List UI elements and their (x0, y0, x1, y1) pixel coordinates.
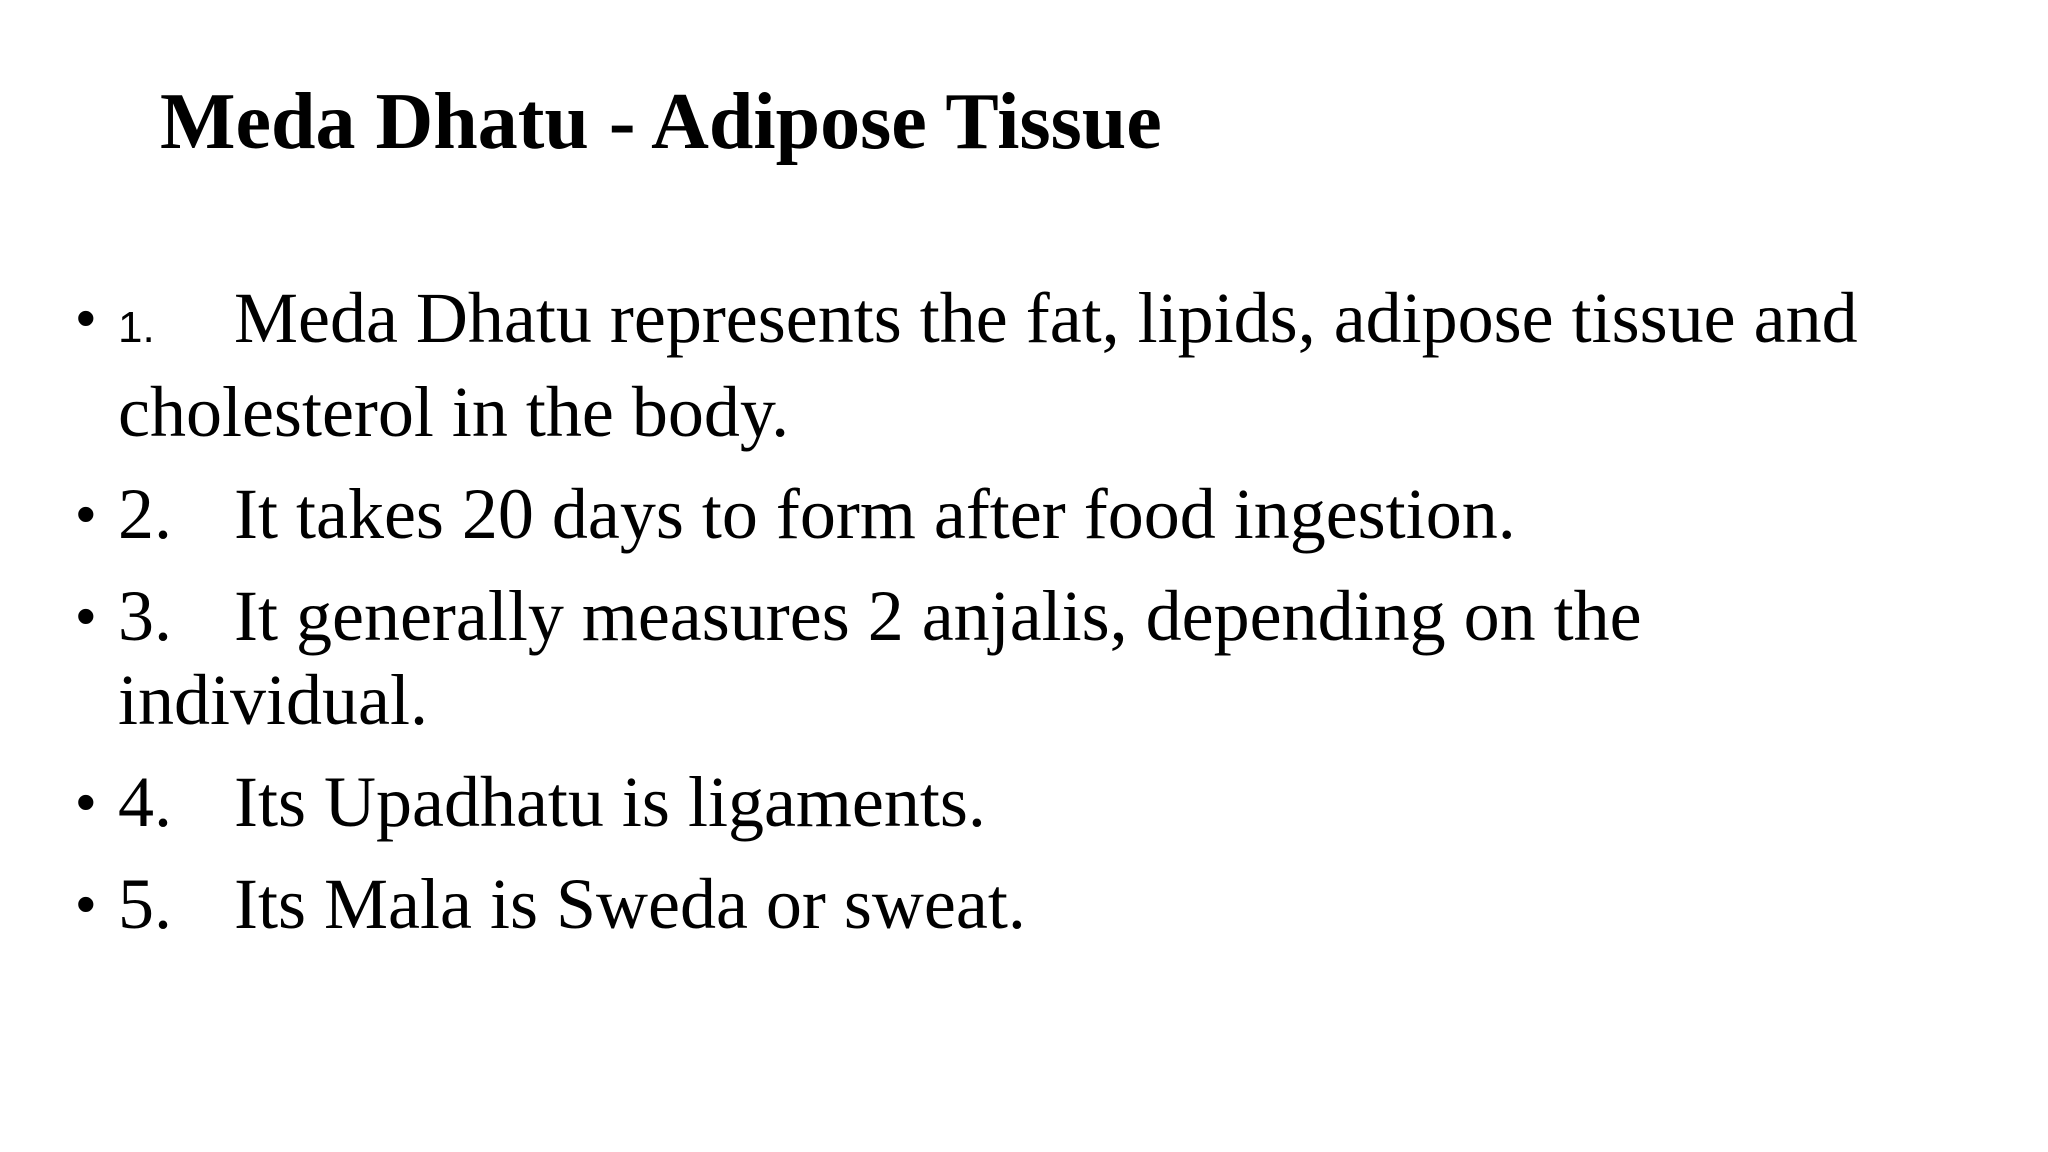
bullet-icon: • (76, 584, 96, 647)
item-number: 3. (118, 576, 172, 656)
item-text: Its Upadhatu is ligaments. (234, 762, 986, 842)
item-number: 1. (118, 303, 155, 352)
bullet-icon: • (76, 482, 96, 545)
item-number: 2. (118, 474, 172, 554)
list-item (0, 760, 2048, 844)
list-item (0, 472, 2048, 556)
bullet-list (0, 276, 2048, 964)
bullet-icon: • (76, 872, 96, 935)
item-text: Meda Dhatu represents the fat, lipids, adipose tissue and cholesterol in the body. (118, 278, 1858, 452)
slide-title: Meda Dhatu - Adipose Tissue (160, 78, 1162, 166)
item-text: Its Mala is Sweda or sweat. (234, 864, 1026, 944)
item-text: It generally measures 2 anjalis, depending on the individual. (118, 576, 1642, 740)
bullet-icon: • (76, 286, 96, 349)
item-number: 5. (118, 864, 172, 944)
list-item (0, 574, 2048, 742)
list-item (0, 862, 2048, 946)
bullet-icon: • (76, 770, 96, 833)
item-number: 4. (118, 762, 172, 842)
list-item (0, 276, 2048, 454)
item-text: It takes 20 days to form after food ingestion. (234, 474, 1516, 554)
